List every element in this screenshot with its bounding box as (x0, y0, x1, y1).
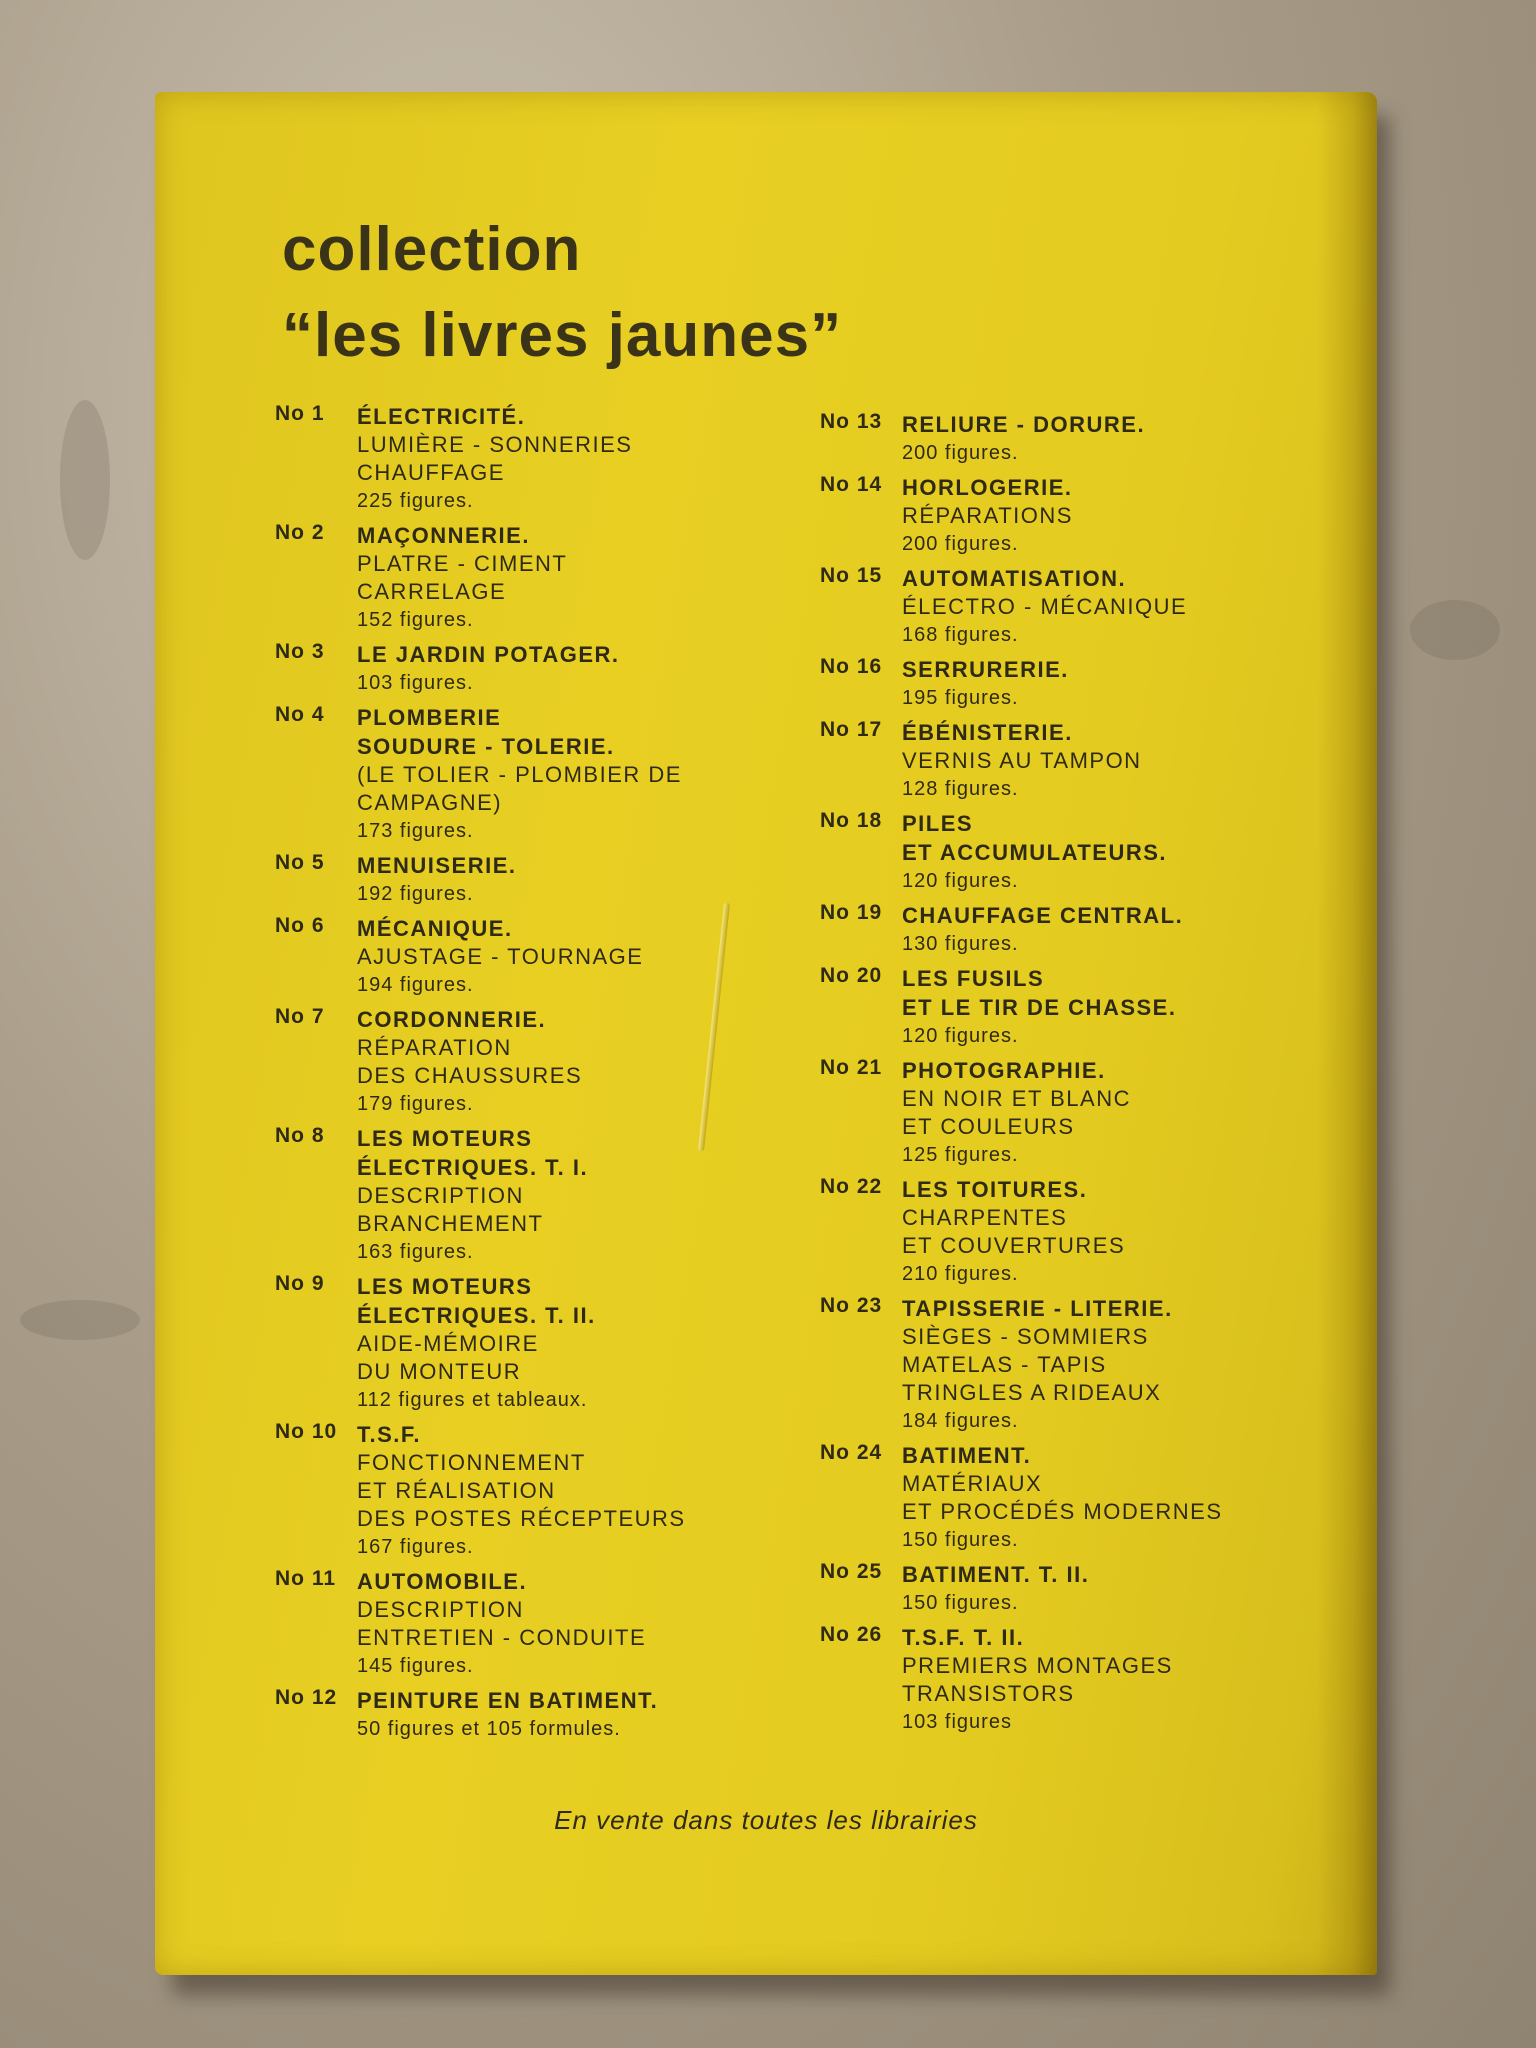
book-details (902, 1623, 1380, 1736)
book-title: TAPISSERIE - LITERIE. (902, 1296, 1173, 1321)
book-details (902, 410, 1380, 467)
book-subtitle: PREMIERS MONTAGES (902, 1653, 1173, 1678)
book-title: ET ACCUMULATEURS. (902, 840, 1168, 865)
book-title: MENUISERIE. (357, 853, 517, 878)
book-title: SOUDURE - TOLERIE. (357, 734, 615, 759)
book-entry (275, 1005, 795, 1118)
book-subtitle: CAMPAGNE) (357, 790, 503, 815)
book-number: No 7 (275, 1005, 325, 1028)
book-number: No 5 (275, 851, 325, 874)
book-figures-count: 200 figures. (902, 442, 1019, 464)
book-subtitle: LUMIÈRE - SONNERIES (357, 432, 633, 457)
book-title: CHAUFFAGE CENTRAL. (902, 903, 1184, 928)
book-figures-count: 195 figures. (902, 687, 1019, 709)
book-number: No 21 (820, 1056, 883, 1079)
book-figures-count: 150 figures. (902, 1529, 1019, 1551)
book-title: HORLOGERIE. (902, 475, 1073, 500)
book-subtitle: MATELAS - TAPIS (902, 1352, 1107, 1377)
book-subtitle: VERNIS AU TAMPON (902, 748, 1142, 773)
book-details (902, 964, 1380, 1050)
book-entry (275, 640, 795, 697)
book-subtitle: RÉPARATION (357, 1035, 512, 1060)
book-title: MÉCANIQUE. (357, 916, 513, 941)
book-details (357, 1124, 795, 1266)
book-entry (275, 1124, 795, 1266)
book-entry (820, 1294, 1380, 1435)
book-title: SERRURERIE. (902, 657, 1069, 682)
book-subtitle: CHAUFFAGE (357, 460, 505, 485)
book-figures-count: 173 figures. (357, 820, 474, 842)
book-subtitle: ET COUVERTURES (902, 1233, 1126, 1258)
book-entry (275, 914, 795, 999)
book-number: No 25 (820, 1560, 883, 1583)
book-entry (820, 901, 1380, 958)
book-subtitle: (LE TOLIER - PLOMBIER DE (357, 762, 682, 787)
book-details (902, 1441, 1380, 1554)
book-entry (275, 703, 795, 845)
book-number: No 2 (275, 521, 325, 544)
book-title: LE JARDIN POTAGER. (357, 642, 620, 667)
title-line-1: collection (282, 215, 582, 284)
book-number: No 14 (820, 473, 883, 496)
title-line-2: “les livres jaunes” (282, 301, 843, 370)
book-entry (275, 851, 795, 908)
book-title: ET LE TIR DE CHASSE. (902, 995, 1177, 1020)
book-subtitle: CHARPENTES (902, 1205, 1068, 1230)
footer-note: En vente dans toutes les librairies (554, 1805, 978, 1835)
book-figures-count: 200 figures. (902, 533, 1019, 555)
book-figures-count: 179 figures. (357, 1093, 474, 1115)
book-figures-count: 120 figures. (902, 870, 1019, 892)
book-title: ÉLECTRIQUES. T. II. (357, 1303, 596, 1328)
book-subtitle: RÉPARATIONS (902, 503, 1073, 528)
book-figures-count: 120 figures. (902, 1025, 1019, 1047)
book-figures-count: 184 figures. (902, 1410, 1019, 1432)
book-entry (275, 402, 795, 515)
book-entry (275, 521, 795, 634)
book-subtitle: ET PROCÉDÉS MODERNES (902, 1499, 1223, 1524)
book-number: No 10 (275, 1420, 338, 1443)
book-details (357, 521, 795, 634)
book-details (902, 473, 1380, 558)
book-title: LES MOTEURS (357, 1274, 533, 1299)
book-details (357, 1272, 795, 1414)
book-number: No 20 (820, 964, 883, 987)
book-subtitle: ÉLECTRO - MÉCANIQUE (902, 594, 1188, 619)
book-title: PILES (902, 811, 974, 836)
book-subtitle: PLATRE - CIMENT (357, 551, 568, 576)
book-details (902, 1560, 1380, 1617)
book-figures-count: 145 figures. (357, 1655, 474, 1677)
book-number: No 17 (820, 718, 883, 741)
marble-vein (1410, 600, 1500, 660)
book-number: No 3 (275, 640, 325, 663)
book-subtitle: ET RÉALISATION (357, 1478, 556, 1503)
book-subtitle: CARRELAGE (357, 579, 507, 604)
book-figures-count: 167 figures. (357, 1536, 474, 1558)
book-figures-count: 130 figures. (902, 933, 1019, 955)
book-number: No 11 (275, 1567, 337, 1590)
book-figures-count: 225 figures. (357, 490, 474, 512)
book-title: PEINTURE EN BATIMENT. (357, 1688, 659, 1713)
book-figures-count: 128 figures. (902, 778, 1019, 800)
book-subtitle: DES CHAUSSURES (357, 1063, 583, 1088)
book-entry (820, 1175, 1380, 1288)
marble-vein (60, 400, 110, 560)
book-number: No 13 (820, 410, 883, 433)
book-subtitle: DESCRIPTION (357, 1183, 524, 1208)
book-number: No 26 (820, 1623, 883, 1646)
book-title: BATIMENT. T. II. (902, 1562, 1090, 1587)
book-entry (820, 473, 1380, 558)
book-title: PHOTOGRAPHIE. (902, 1058, 1106, 1083)
book-details (902, 809, 1380, 895)
book-details (357, 1420, 795, 1561)
book-number: No 1 (275, 402, 325, 425)
book-number: No 9 (275, 1272, 325, 1295)
book-entry (275, 1686, 795, 1743)
book-entry (820, 1056, 1380, 1169)
book-figures-count: 210 figures. (902, 1263, 1019, 1285)
book-figures-count: 103 figures (902, 1711, 1012, 1733)
book-figures-count: 168 figures. (902, 624, 1019, 646)
book-details (357, 914, 795, 999)
book-details (357, 640, 795, 697)
book-subtitle: FONCTIONNEMENT (357, 1450, 586, 1475)
book-title: RELIURE - DORURE. (902, 412, 1146, 437)
book-details (902, 564, 1380, 649)
book-title: AUTOMOBILE. (357, 1569, 528, 1594)
collection-title (282, 207, 842, 379)
book-number: No 12 (275, 1686, 338, 1709)
book-title: LES MOTEURS (357, 1126, 533, 1151)
book-entry (820, 718, 1380, 803)
book-entry (820, 1441, 1380, 1554)
book-entry (820, 1560, 1380, 1617)
book-title: AUTOMATISATION. (902, 566, 1127, 591)
book-number: No 8 (275, 1124, 325, 1147)
book-subtitle: TRANSISTORS (902, 1681, 1075, 1706)
book-subtitle: DU MONTEUR (357, 1359, 522, 1384)
book-entry (820, 1623, 1380, 1736)
book-entry (820, 655, 1380, 712)
book-entry (275, 1272, 795, 1414)
book-details (357, 703, 795, 845)
book-back-cover (155, 92, 1377, 1975)
book-figures-count: 103 figures. (357, 672, 474, 694)
book-number: No 22 (820, 1175, 883, 1198)
book-figures-count: 112 figures et tableaux. (357, 1389, 588, 1411)
book-details (357, 851, 795, 908)
book-title: T.S.F. (357, 1422, 422, 1447)
book-entry (820, 410, 1380, 467)
book-entry (275, 1567, 795, 1680)
book-figures-count: 152 figures. (357, 609, 474, 631)
book-details (902, 1294, 1380, 1435)
marble-vein (20, 1300, 140, 1340)
book-details (902, 1175, 1380, 1288)
book-number: No 15 (820, 564, 883, 587)
book-subtitle: TRINGLES A RIDEAUX (902, 1380, 1162, 1405)
book-number: No 18 (820, 809, 883, 832)
book-entry (820, 564, 1380, 649)
book-figures-count: 192 figures. (357, 883, 474, 905)
book-figures-count: 125 figures. (902, 1144, 1019, 1166)
book-subtitle: DES POSTES RÉCEPTEURS (357, 1506, 686, 1531)
book-number: No 24 (820, 1441, 883, 1464)
book-number: No 16 (820, 655, 883, 678)
book-details (902, 718, 1380, 803)
book-figures-count: 194 figures. (357, 974, 474, 996)
book-details (902, 655, 1380, 712)
left-column (275, 402, 795, 1749)
book-subtitle: BRANCHEMENT (357, 1211, 544, 1236)
book-number: No 6 (275, 914, 325, 937)
book-number: No 23 (820, 1294, 883, 1317)
book-entry (820, 809, 1380, 895)
book-subtitle: EN NOIR ET BLANC (902, 1086, 1131, 1111)
book-subtitle: MATÉRIAUX (902, 1471, 1043, 1496)
book-details (357, 1567, 795, 1680)
book-entry (820, 964, 1380, 1050)
book-title: CORDONNERIE. (357, 1007, 547, 1032)
book-entry (275, 1420, 795, 1561)
book-subtitle: ET COULEURS (902, 1114, 1075, 1139)
book-number: No 4 (275, 703, 325, 726)
book-details (902, 1056, 1380, 1169)
book-details (357, 402, 795, 515)
book-title: PLOMBERIE (357, 705, 502, 730)
right-column (820, 410, 1380, 1742)
book-title: LES TOITURES. (902, 1177, 1088, 1202)
book-title: T.S.F. T. II. (902, 1625, 1025, 1650)
book-details (902, 901, 1380, 958)
book-details (357, 1005, 795, 1118)
book-title: ÉLECTRIQUES. T. I. (357, 1155, 589, 1180)
book-title: BATIMENT. (902, 1443, 1032, 1468)
book-number: No 19 (820, 901, 883, 924)
book-subtitle: SIÈGES - SOMMIERS (902, 1324, 1149, 1349)
book-subtitle: AIDE-MÉMOIRE (357, 1331, 539, 1356)
book-figures-count: 50 figures et 105 formules. (357, 1718, 621, 1740)
book-details (357, 1686, 795, 1743)
book-title: ÉLECTRICITÉ. (357, 404, 526, 429)
book-figures-count: 163 figures. (357, 1241, 474, 1263)
book-figures-count: 150 figures. (902, 1592, 1019, 1614)
book-title: MAÇONNERIE. (357, 523, 530, 548)
book-subtitle: DESCRIPTION (357, 1597, 524, 1622)
book-title: LES FUSILS (902, 966, 1045, 991)
book-subtitle: AJUSTAGE - TOURNAGE (357, 944, 644, 969)
book-subtitle: ENTRETIEN - CONDUITE (357, 1625, 647, 1650)
book-title: ÉBÉNISTERIE. (902, 720, 1073, 745)
